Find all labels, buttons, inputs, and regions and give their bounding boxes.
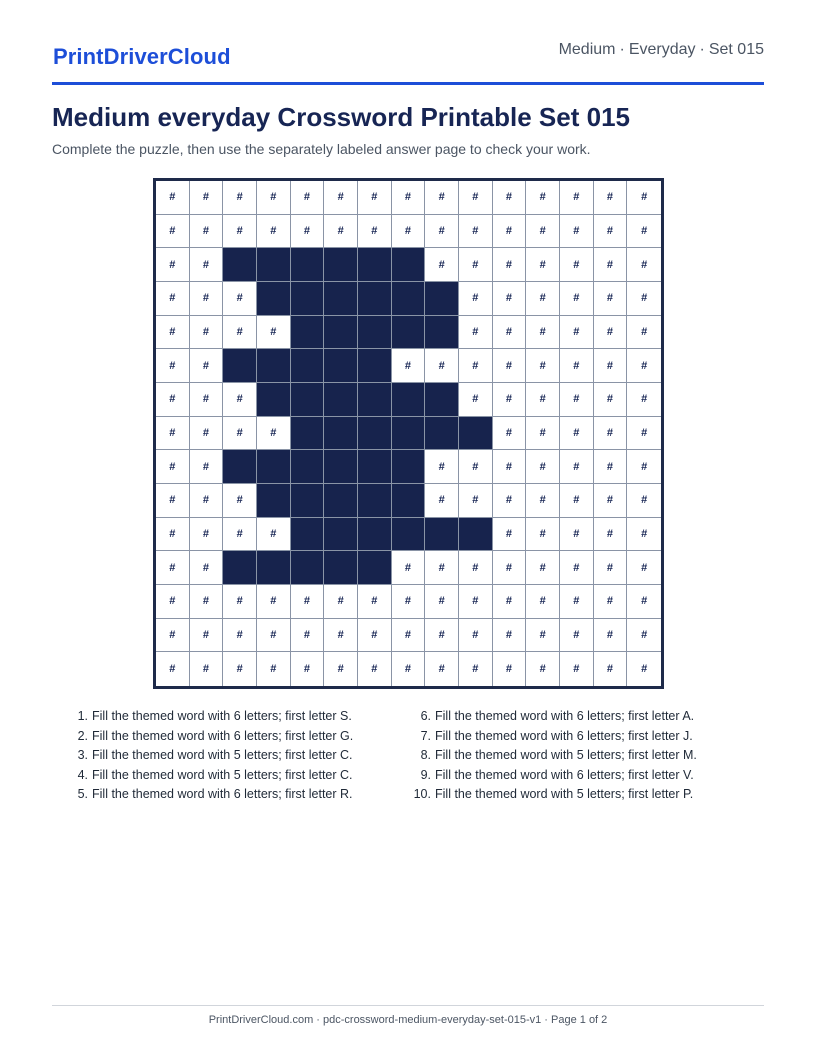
- grid-cell-open: #: [560, 450, 594, 484]
- grid-cell-open: #: [493, 181, 527, 215]
- grid-cell-open: #: [526, 248, 560, 282]
- grid-cell-open: #: [190, 383, 224, 417]
- grid-cell-open: #: [392, 585, 426, 619]
- grid-cell-open: #: [627, 585, 661, 619]
- grid-cell-open: #: [156, 215, 190, 249]
- grid-cell-block: [223, 349, 257, 383]
- grid-cell-block: [291, 383, 325, 417]
- grid-cell-block: [425, 383, 459, 417]
- grid-cell-open: #: [594, 551, 628, 585]
- grid-cell-block: [392, 383, 426, 417]
- grid-cell-open: #: [223, 316, 257, 350]
- clue-text: Fill the themed word with 5 letters; first letter P.: [435, 787, 694, 802]
- grid-cell-open: #: [156, 383, 190, 417]
- clue-number: 5.: [77, 787, 88, 802]
- grid-cell-open: #: [392, 215, 426, 249]
- grid-cell-open: #: [594, 383, 628, 417]
- grid-cell-open: #: [459, 181, 493, 215]
- grid-cell-open: #: [459, 484, 493, 518]
- grid-cell-open: #: [190, 349, 224, 383]
- grid-cell-open: #: [493, 282, 527, 316]
- grid-cell-open: #: [425, 349, 459, 383]
- grid-cell-open: #: [392, 652, 426, 686]
- grid-cell-open: #: [190, 450, 224, 484]
- grid-cell-block: [358, 518, 392, 552]
- grid-cell-open: #: [594, 585, 628, 619]
- breadcrumb-separator: ·: [699, 41, 705, 58]
- grid-cell-open: #: [392, 619, 426, 653]
- grid-cell-block: [257, 282, 291, 316]
- grid-cell-open: #: [425, 450, 459, 484]
- grid-cell-open: #: [627, 215, 661, 249]
- grid-cell-open: #: [493, 383, 527, 417]
- grid-cell-open: #: [324, 215, 358, 249]
- grid-cell-block: [425, 316, 459, 350]
- grid-cell-open: #: [493, 619, 527, 653]
- grid-cell-open: #: [291, 181, 325, 215]
- grid-cell-open: #: [526, 215, 560, 249]
- grid-cell-open: #: [459, 450, 493, 484]
- header-divider: [52, 82, 764, 85]
- clue-number: 8.: [420, 748, 431, 763]
- grid-cell-open: #: [459, 215, 493, 249]
- breadcrumb-separator: ·: [619, 41, 625, 58]
- grid-cell-block: [324, 248, 358, 282]
- grid-cell-block: [358, 450, 392, 484]
- grid-cell-open: #: [627, 551, 661, 585]
- grid-cell-open: #: [594, 450, 628, 484]
- grid-cell-block: [291, 518, 325, 552]
- grid-cell-open: #: [156, 248, 190, 282]
- grid-cell-open: #: [190, 652, 224, 686]
- clue-text: Fill the themed word with 6 letters; first letter A.: [435, 709, 695, 723]
- grid-cell-block: [425, 518, 459, 552]
- grid-cell-open: #: [627, 349, 661, 383]
- grid-cell-block: [257, 349, 291, 383]
- clue-number: 9.: [420, 767, 431, 782]
- grid-cell-open: #: [560, 551, 594, 585]
- grid-cell-open: #: [156, 417, 190, 451]
- grid-cell-open: #: [156, 484, 190, 518]
- clue-number: 3.: [77, 748, 88, 763]
- clue-text: Fill the themed word with 6 letters; first letter V.: [435, 767, 694, 782]
- breadcrumb-level: Medium: [558, 41, 616, 58]
- grid-cell-open: #: [190, 181, 224, 215]
- grid-cell-open: #: [190, 316, 224, 350]
- clue-text: Fill the themed word with 6 letters; first letter J.: [435, 728, 693, 743]
- grid-cell-open: #: [358, 181, 392, 215]
- clue-text: Fill the themed word with 6 letters; first letter S.: [92, 709, 352, 723]
- grid-cell-open: #: [526, 383, 560, 417]
- grid-cell-open: #: [223, 383, 257, 417]
- grid-cell-open: #: [526, 349, 560, 383]
- grid-cell-open: #: [425, 652, 459, 686]
- grid-cell-open: #: [526, 181, 560, 215]
- grid-cell-open: #: [594, 282, 628, 316]
- grid-cell-open: #: [156, 349, 190, 383]
- grid-cell-open: #: [190, 248, 224, 282]
- grid-cell-open: #: [560, 652, 594, 686]
- clue-number: 4.: [77, 767, 88, 782]
- grid-cell-open: #: [291, 619, 325, 653]
- grid-cell-block: [257, 551, 291, 585]
- grid-cell-open: #: [526, 518, 560, 552]
- clue-text: Fill the themed word with 5 letters; first letter C.: [92, 767, 353, 782]
- grid-cell-open: #: [526, 282, 560, 316]
- grid-cell-open: #: [425, 215, 459, 249]
- grid-cell-block: [291, 282, 325, 316]
- grid-cell-open: #: [223, 484, 257, 518]
- grid-cell-open: #: [594, 518, 628, 552]
- grid-cell-open: #: [493, 417, 527, 451]
- grid-cell-open: #: [156, 450, 190, 484]
- grid-cell-open: #: [526, 316, 560, 350]
- clue-number: 10.: [413, 787, 431, 802]
- grid-cell-block: [392, 282, 426, 316]
- grid-cell-open: #: [459, 619, 493, 653]
- clue-item: [70, 746, 353, 766]
- clue-item: [70, 785, 353, 805]
- clue-item: [405, 766, 697, 786]
- grid-cell-block: [291, 417, 325, 451]
- grid-cell-block: [223, 551, 257, 585]
- grid-cell-open: #: [627, 484, 661, 518]
- grid-cell-open: #: [459, 349, 493, 383]
- grid-cell-open: #: [156, 619, 190, 653]
- clue-text: Fill the themed word with 6 letters; first letter R.: [92, 787, 353, 802]
- grid-cell-open: #: [257, 417, 291, 451]
- grid-cell-open: #: [526, 585, 560, 619]
- grid-cell-open: #: [526, 619, 560, 653]
- grid-cell-open: #: [594, 181, 628, 215]
- grid-cell-block: [392, 417, 426, 451]
- grid-cell-open: #: [594, 316, 628, 350]
- grid-cell-open: #: [358, 215, 392, 249]
- grid-cell-open: #: [459, 585, 493, 619]
- grid-cell-block: [324, 417, 358, 451]
- clue-text: Fill the themed word with 6 letters; first letter G.: [92, 728, 354, 743]
- clue-number: 7.: [420, 728, 431, 743]
- clue-item: [405, 746, 697, 766]
- page-footer: PrintDriverCloud.com · pdc-crossword-medium-everyday-set-015-v1 · Page 1 of 2: [208, 1014, 608, 1026]
- grid-cell-open: #: [257, 652, 291, 686]
- breadcrumb: [559, 41, 764, 59]
- grid-cell-open: #: [641, 663, 648, 676]
- grid-cell-block: [459, 518, 493, 552]
- grid-cell-open: #: [190, 585, 224, 619]
- grid-cell-block: [291, 248, 325, 282]
- grid-cell-open: #: [459, 383, 493, 417]
- grid-cell-open: #: [257, 181, 291, 215]
- clue-item: [405, 785, 697, 805]
- grid-cell-open: #: [257, 215, 291, 249]
- grid-cell-open: #: [560, 417, 594, 451]
- grid-cell-block: [459, 417, 493, 451]
- grid-cell-open: #: [526, 652, 560, 686]
- grid-cell-open: #: [560, 181, 594, 215]
- grid-cell-open: #: [223, 619, 257, 653]
- grid-cell-open: #: [560, 585, 594, 619]
- grid-cell-open: #: [493, 248, 527, 282]
- grid-cell-open: #: [324, 652, 358, 686]
- grid-cell-block: [358, 282, 392, 316]
- grid-cell-open: #: [156, 585, 190, 619]
- grid-cell-open: #: [291, 585, 325, 619]
- grid-cell-block: [324, 383, 358, 417]
- grid-cell-open: #: [560, 248, 594, 282]
- grid-cell-open: #: [493, 215, 527, 249]
- grid-cell-block: [324, 349, 358, 383]
- page-title: Medium everyday Crossword Printable Set 015: [52, 102, 630, 132]
- grid-cell-open: #: [425, 619, 459, 653]
- grid-cell-open: #: [291, 215, 325, 249]
- grid-cell-open: #: [190, 215, 224, 249]
- footer-divider: [52, 1005, 764, 1006]
- clue-item: [405, 727, 697, 747]
- grid-cell-block: [358, 349, 392, 383]
- grid-cell-open: #: [627, 619, 661, 653]
- grid-cell-block: [324, 450, 358, 484]
- grid-cell-block: [257, 450, 291, 484]
- clue-item: [70, 766, 353, 786]
- grid-cell-open: #: [627, 248, 661, 282]
- grid-cell-open: #: [190, 484, 224, 518]
- grid-cell-open: #: [223, 282, 257, 316]
- grid-cell-open: #: [493, 585, 527, 619]
- clue-text: Fill the themed word with 5 letters; first letter M.: [435, 748, 697, 763]
- grid-cell-open: #: [425, 484, 459, 518]
- grid-cell-block: [425, 282, 459, 316]
- grid-cell-open: #: [156, 181, 190, 215]
- grid-cell-open: #: [291, 652, 325, 686]
- grid-cell-open: #: [627, 450, 661, 484]
- grid-cell-block: [392, 248, 426, 282]
- grid-cell-open: #: [560, 484, 594, 518]
- grid-cell-open: #: [627, 518, 661, 552]
- grid-cell-open: #: [257, 585, 291, 619]
- grid-cell-open: #: [392, 181, 426, 215]
- grid-cell-open: #: [392, 551, 426, 585]
- clue-list-right: [405, 707, 697, 805]
- grid-cell-open: #: [493, 450, 527, 484]
- grid-cell-open: #: [223, 181, 257, 215]
- grid-cell-open: #: [324, 181, 358, 215]
- grid-cell-open: #: [459, 248, 493, 282]
- grid-cell-block: [257, 484, 291, 518]
- grid-cell-block: [392, 316, 426, 350]
- grid-cell-open: #: [594, 215, 628, 249]
- grid-cell-open: #: [358, 585, 392, 619]
- grid-cell-block: [324, 484, 358, 518]
- grid-cell-open: #: [425, 181, 459, 215]
- grid-cell-open: #: [493, 316, 527, 350]
- grid-cell-block: [291, 316, 325, 350]
- page-subtitle: Complete the puzzle, then use the separately labeled answer page to check your work.: [52, 141, 591, 157]
- grid-cell-open: #: [560, 619, 594, 653]
- grid-cell-open: #: [190, 518, 224, 552]
- grid-cell-open: #: [627, 316, 661, 350]
- grid-cell-open: #: [560, 215, 594, 249]
- crossword-grid: [153, 178, 664, 689]
- grid-cell-block: [358, 316, 392, 350]
- clue-text: Fill the themed word with 5 letters; first letter C.: [92, 748, 353, 763]
- grid-cell-open: #: [560, 349, 594, 383]
- grid-cell-open: #: [560, 282, 594, 316]
- clue-number: 1.: [77, 709, 88, 723]
- grid-cell-block: [358, 551, 392, 585]
- grid-cell-open: #: [425, 585, 459, 619]
- grid-cell-open: #: [257, 518, 291, 552]
- grid-cell-open: #: [257, 316, 291, 350]
- grid-cell-open: #: [627, 383, 661, 417]
- grid-cell-open: #: [526, 484, 560, 518]
- grid-cell-open: #: [190, 282, 224, 316]
- breadcrumb-category: Everyday: [628, 41, 696, 58]
- clue-item: [70, 727, 353, 747]
- grid-cell-open: #: [493, 652, 527, 686]
- clue-item: [405, 707, 697, 727]
- grid-cell-open: #: [526, 450, 560, 484]
- grid-cell-open: #: [493, 349, 527, 383]
- grid-cell-open: #: [324, 619, 358, 653]
- grid-cell-block: [291, 349, 325, 383]
- grid-cell-block: [223, 248, 257, 282]
- grid-cell-block: [257, 383, 291, 417]
- grid-cell-block: [392, 518, 426, 552]
- grid-cell-open: #: [324, 585, 358, 619]
- grid-cell-open: #: [156, 518, 190, 552]
- grid-cell-open: #: [493, 551, 527, 585]
- grid-cell-block: [324, 316, 358, 350]
- grid-cell-open: #: [493, 484, 527, 518]
- grid-cell-open: #: [627, 181, 661, 215]
- brand-logo-text: PrintDriverCloud: [53, 44, 231, 69]
- grid-cell-open: #: [257, 619, 291, 653]
- grid-cell-block: [324, 551, 358, 585]
- grid-cell-open: #: [459, 282, 493, 316]
- grid-cell-block: [291, 551, 325, 585]
- grid-cell-block: [358, 383, 392, 417]
- clue-number: 6.: [420, 709, 431, 723]
- grid-cell-block: [324, 282, 358, 316]
- clue-number: 2.: [77, 728, 88, 743]
- clue-list-left: [70, 707, 353, 805]
- grid-cell-open: #: [223, 215, 257, 249]
- grid-cell-open: #: [156, 551, 190, 585]
- grid-cell-open: #: [459, 316, 493, 350]
- grid-cell-open: #: [223, 585, 257, 619]
- grid-cell-open: #: [190, 619, 224, 653]
- grid-cell-open: #: [493, 518, 527, 552]
- grid-cell-open: #: [156, 652, 190, 686]
- grid-cell-open: #: [594, 417, 628, 451]
- grid-cell-open: #: [594, 619, 628, 653]
- grid-cell-open: #: [459, 652, 493, 686]
- grid-cell-block: [358, 248, 392, 282]
- grid-cell-open: #: [459, 551, 493, 585]
- grid-cell-open: #: [560, 383, 594, 417]
- grid-cell-open: #: [425, 551, 459, 585]
- grid-cell-open: #: [594, 484, 628, 518]
- grid-cell-block: [324, 518, 358, 552]
- grid-cell-open: #: [190, 417, 224, 451]
- grid-cell-block: [358, 484, 392, 518]
- grid-cell-block: [358, 417, 392, 451]
- grid-cell-open: #: [627, 282, 661, 316]
- grid-cell-open: #: [358, 619, 392, 653]
- grid-cell-open: #: [560, 518, 594, 552]
- grid-cell-open: #: [156, 316, 190, 350]
- grid-cell-block: [392, 484, 426, 518]
- grid-cell-open: #: [190, 551, 224, 585]
- grid-cell-open: #: [526, 417, 560, 451]
- grid-cell-open: #: [594, 248, 628, 282]
- grid-cell-block: [425, 417, 459, 451]
- grid-cell-open: #: [425, 248, 459, 282]
- grid-cell-open: #: [594, 349, 628, 383]
- grid-cell-block: [257, 248, 291, 282]
- grid-cell-open: #: [594, 652, 628, 686]
- breadcrumb-set: Set 015: [708, 41, 764, 58]
- grid-cell-open: #: [358, 652, 392, 686]
- grid-cell-block: [291, 484, 325, 518]
- clue-item: [70, 707, 353, 727]
- grid-cell-block: [291, 450, 325, 484]
- grid-cell-open: #: [392, 349, 426, 383]
- grid-cell-open: #: [156, 282, 190, 316]
- grid-cell-block: [392, 450, 426, 484]
- grid-cell-open: #: [223, 518, 257, 552]
- grid-cell-open: #: [223, 417, 257, 451]
- grid-cell-block: [223, 450, 257, 484]
- grid-cell-open: #: [627, 417, 661, 451]
- grid-cell-open: #: [223, 652, 257, 686]
- grid-cell-open: #: [560, 316, 594, 350]
- grid-cell-open: #: [526, 551, 560, 585]
